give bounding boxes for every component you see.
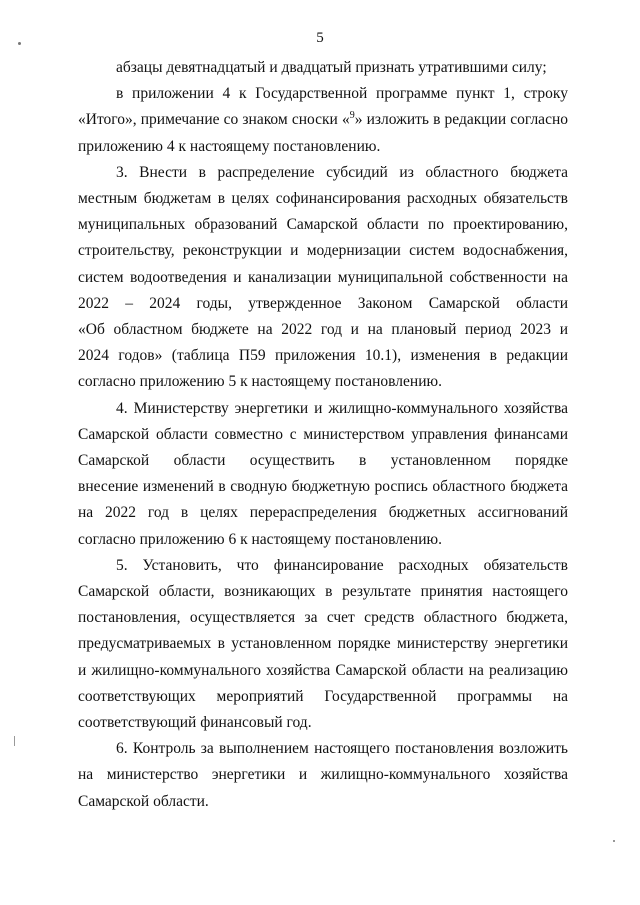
paragraph-4 bbox=[78, 396, 568, 553]
text-line: соответствующий финансовый год. bbox=[78, 714, 312, 732]
paragraph-2 bbox=[78, 81, 568, 160]
text-line: строительству, реконструкции и модернизации систем водоснабжения, bbox=[78, 242, 568, 260]
scan-artifact-dot bbox=[613, 840, 615, 842]
text-line: согласно приложению 6 к настоящему постановлению. bbox=[78, 530, 442, 548]
footnote-mark: 9 bbox=[349, 110, 355, 122]
page-number: 5 bbox=[316, 30, 324, 46]
text-line: 4. Министерству энергетики и жилищно-коммунального хозяйства bbox=[116, 399, 568, 417]
scan-artifact-mark bbox=[14, 736, 15, 746]
text-fragment: » изложить в редакции согласно bbox=[354, 111, 568, 129]
text-line: предусматриваемых в установленном порядке министерству энергетики bbox=[78, 635, 568, 653]
text-line: 6. Контроль за выполнением настоящего постановления возложить bbox=[116, 740, 568, 758]
text-line: Самарской области, возникающих в результате принятия настоящего bbox=[78, 583, 568, 601]
text-line: приложению 4 к настоящему постановлению. bbox=[78, 137, 381, 155]
text-line: соответствующих мероприятий Государственной программы на bbox=[78, 687, 568, 705]
text-line: 3. Внести в распределение субсидий из областного бюджета bbox=[116, 163, 568, 181]
text-line: внесение изменений в сводную бюджетную роспись областного бюджета bbox=[78, 478, 568, 496]
text-line: согласно приложению 5 к настоящему постановлению. bbox=[78, 373, 442, 391]
text-line: и жилищно-коммунального хозяйства Самарской области на реализацию bbox=[78, 661, 568, 679]
text-line: местным бюджетам в целях софинансирования расходных обязательств bbox=[78, 190, 568, 208]
text-line: систем водоотведения и канализации муниципальной собственности на bbox=[78, 268, 568, 286]
paragraph-3 bbox=[78, 160, 568, 396]
paragraph-6 bbox=[78, 736, 568, 815]
text-line: на 2022 год в целях перераспределения бюджетных ассигнований bbox=[78, 504, 568, 522]
text-line: в приложении 4 к Государственной программе пункт 1, строку bbox=[116, 85, 568, 103]
text-line: 2024 годов» (таблица П59 приложения 10.1), изменения в редакции bbox=[78, 347, 568, 365]
text-line: на министерство энергетики и жилищно-коммунального хозяйства bbox=[78, 766, 568, 784]
text-line: 2022 – 2024 годы, утвержденное Законом Самарской области bbox=[78, 294, 568, 312]
text-line: «Об областном бюджете на 2022 год и на плановый период 2023 и bbox=[78, 321, 568, 339]
text-line: абзацы девятнадцатый и двадцатый признать утратившими силу; bbox=[116, 59, 547, 76]
text-line: 5. Установить, что финансирование расходных обязательств bbox=[116, 556, 568, 574]
text-line: Самарской области осуществить в установленном порядке bbox=[78, 452, 568, 470]
text-line-with-footnote bbox=[78, 107, 568, 133]
paragraph-1 bbox=[78, 55, 568, 81]
text-line: постановления, осуществляется за счет средств областного бюджета, bbox=[78, 609, 568, 627]
text-line: Самарской области. bbox=[78, 792, 209, 810]
paragraph-5 bbox=[78, 553, 568, 736]
text-fragment: «Итого», примечание со знаком сноски « bbox=[78, 111, 350, 129]
text-line: Самарской области совместно с министерством управления финансами bbox=[78, 425, 568, 443]
document-body bbox=[78, 55, 568, 815]
text-line: муниципальных образований Самарской области по проектированию, bbox=[78, 216, 568, 234]
